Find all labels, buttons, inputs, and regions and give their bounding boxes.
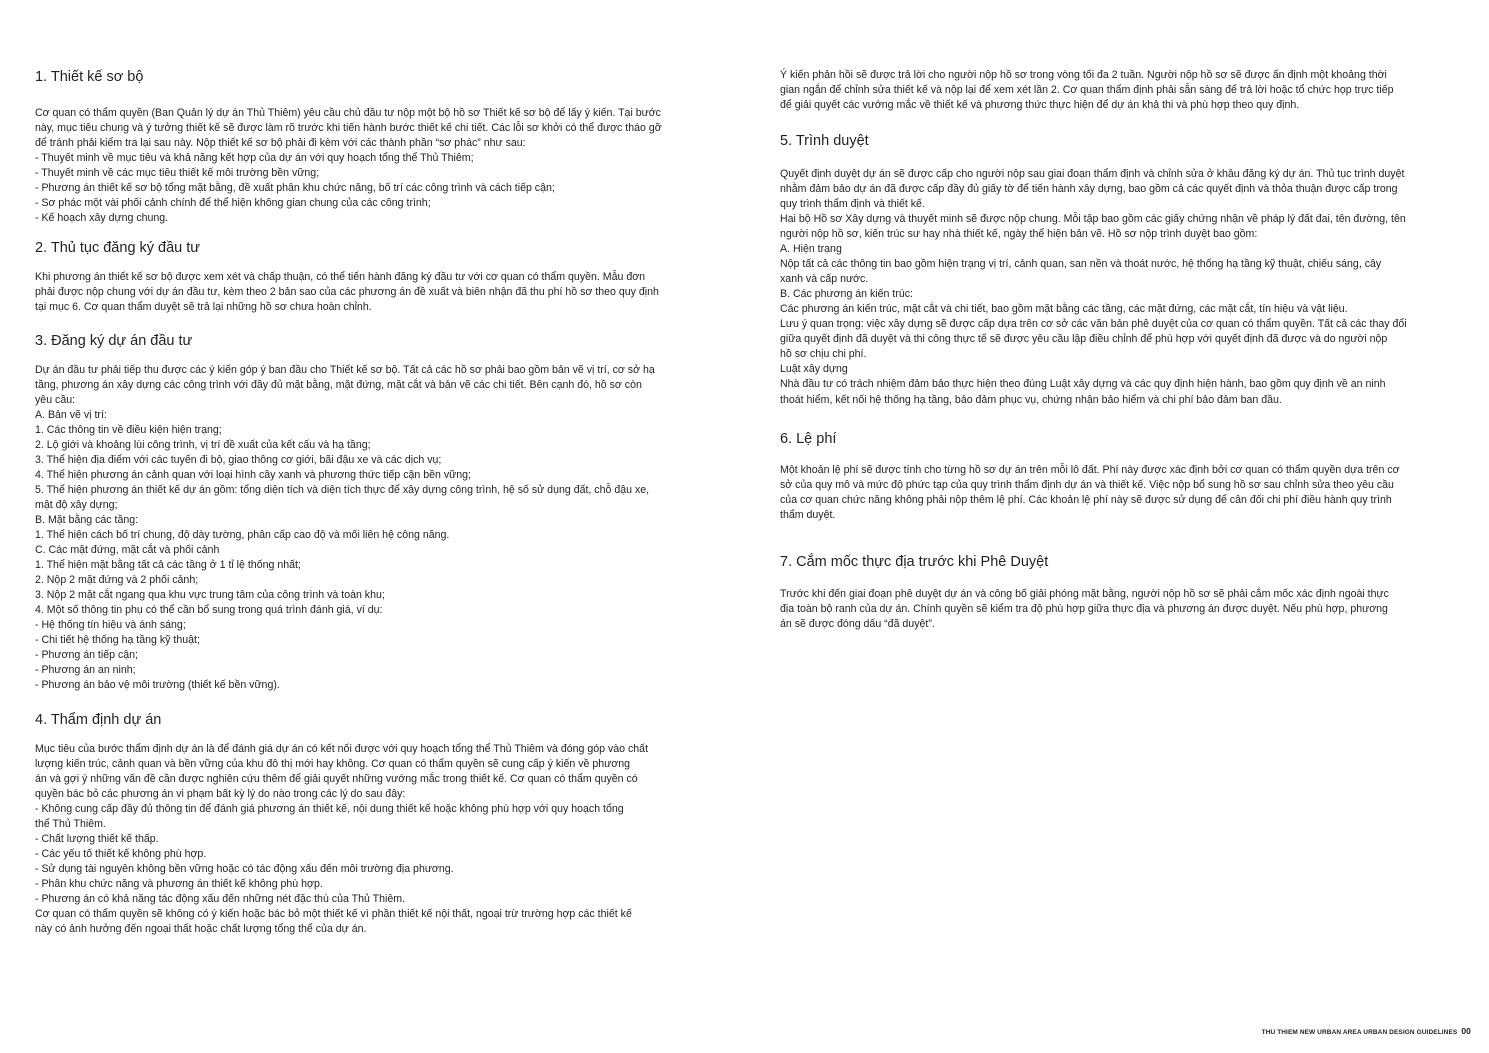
page-number: 00 <box>1461 1026 1471 1036</box>
text-line: - Thuyết minh về các mục tiêu thiết kế môi trường bền vững; <box>35 167 320 179</box>
text-line: quyền bác bỏ các phương án vi phạm bất kỳ lý do nào trong các lý do sau đây: <box>35 788 406 800</box>
footer-title: THU THIEM NEW URBAN AREA URBAN DESIGN GUIDELINES <box>1261 1029 1458 1036</box>
section-1 <box>35 68 720 226</box>
text-line: quy trình thẩm định và thiết kế. <box>780 198 925 210</box>
text-line: Hai bộ Hồ sơ Xây dựng và thuyết minh sẽ được nộp chung. Mỗi tập bao gồm các giấy chứng nhận về pháp lý đất đai, tên đường, tên <box>780 213 1406 225</box>
text-line: B. Các phương án kiến trúc: <box>780 288 913 300</box>
section-7 <box>780 553 1455 632</box>
section-4-continued <box>780 68 1455 113</box>
section-2-title: 2. Thủ tục đăng ký đầu tư <box>35 240 201 256</box>
text-line: - Các yếu tố thiết kế không phù hợp. <box>35 848 207 860</box>
text-line: 2. Lộ giới và khoảng lùi công trình, vị trí đề xuất của kết cấu và hạ tầng; <box>35 439 371 451</box>
text-line: hồ sơ chịu chi phí. <box>780 348 867 360</box>
text-line: Trước khi đến giai đoạn phê duyệt dự án và công bố giải phóng mặt bằng, người nộp hồ sơ sẽ phải cắm mốc xác định ngoài thực <box>780 588 1389 600</box>
text-line: địa toàn bộ ranh của dự án. Chính quyền sẽ kiểm tra độ phù hợp giữa thực địa và phương án được duyệt. Nếu phù hợp, phương <box>780 603 1388 615</box>
text-line: yêu cầu: <box>35 394 76 406</box>
section-5-title: 5. Trình duyệt <box>780 133 869 149</box>
text-line: nhằm đảm bảo dự án đã được cấp đầy đủ giấy tờ để tiến hành xây dựng, bao gồm cả các quyết định và thỏa thuận được cấp trong <box>780 183 1398 195</box>
text-line: 2. Nộp 2 mặt đứng và 2 phối cảnh; <box>35 574 199 586</box>
text-line: người nộp hồ sơ, kiến trúc sư hay nhà thiết kế, ngày thể hiện bản vẽ. Hồ sơ nộp trình duyệt bao gồm: <box>780 228 1258 240</box>
text-line: 1. Thể hiện mặt bằng tất cả các tầng ở 1 tỉ lệ thống nhất; <box>35 559 301 571</box>
text-line: lượng kiến trúc, cảnh quan và bền vững của khu đô thị mới hay không. Cơ quan có thẩm quyền sẽ cung cấp ý kiến về phương <box>35 758 630 770</box>
text-line: mật độ xây dựng; <box>35 499 118 511</box>
text-line: - Phương án tiếp cận; <box>35 649 138 661</box>
text-line: Các phương án kiến trúc, mặt cắt và chi tiết, bao gồm mặt bằng các tầng, các mặt đứng, các mặt cắt, tín hiệu và vật liệu. <box>780 303 1348 315</box>
text-line: xanh và cấp nước. <box>780 273 869 285</box>
text-line: - Phương án thiết kế sơ bộ tổng mặt bằng, đề xuất phân khu chức năng, bố trí các công trình và cách tiếp cận; <box>35 182 555 194</box>
text-line: - Sơ phác một vài phối cảnh chính để thể hiện không gian chung của các công trình; <box>35 197 431 209</box>
text-line: Lưu ý quan trọng: việc xây dựng sẽ được cấp dựa trên cơ sở các văn bản phê duyệt của cơ quan có thẩm quyền. Tất cả các thay đổi <box>780 318 1407 330</box>
text-line: giữa quyết định đã duyệt và thi công thực tế sẽ được yêu cầu lập điều chỉnh để phù hợp với quyết định đã được và do người nộp <box>780 333 1388 345</box>
text-line: phải được nộp chung với dự án đầu tư, kèm theo 2 bản sao của các phương án đề xuất và biên nhận đã thu phí hồ sơ theo quy định <box>35 286 659 298</box>
text-line: - Kế hoạch xây dựng chung. <box>35 212 169 224</box>
text-line: 4. Thể hiện phương án cảnh quan với loại hình cây xanh và phương thức tiếp cận bền vững; <box>35 469 471 481</box>
text-line: - Phân khu chức năng và phương án thiết kế không phù hợp. <box>35 878 323 890</box>
text-line: C. Các mặt đứng, mặt cắt và phối cảnh <box>35 544 220 556</box>
section-7-body <box>780 587 1455 632</box>
text-line: - Hệ thống tín hiệu và ánh sáng; <box>35 619 186 631</box>
text-line: để giải quyết các vướng mắc về thiết kế và phương thức thực hiện để dự án khả thi và phù hợp theo quy định. <box>780 99 1300 111</box>
text-line: của cơ quan chức năng không phải nộp thêm lệ phí. Các khoản lệ phí này sẽ được sử dụng để cân đối chi phí điều hành quy trình <box>780 494 1392 506</box>
text-line: 3. Thể hiện địa điểm với các tuyến đi bộ, giao thông cơ giới, bãi đậu xe và các dịch vụ; <box>35 454 442 466</box>
text-line: gian ngắn để chỉnh sửa thiết kế và nộp lại để xem xét lần 2. Cơ quan thẩm định phải sẵn sàng để trả lời hoặc tổ chức họp trực tiếp <box>780 84 1394 96</box>
section-3-title: 3. Đăng ký dự án đầu tư <box>35 333 193 349</box>
text-line: Mục tiêu của bước thẩm định dự án là để đánh giá dự án có kết nối được với quy hoạch tổng thể Thủ Thiêm và đóng góp vào chất <box>35 743 649 755</box>
text-line: - Phương án an ninh; <box>35 664 136 676</box>
text-line: 1. Các thông tin về điều kiện hiện trạng; <box>35 424 222 436</box>
text-line: thoát hiểm, kết nối hệ thống hạ tầng, bảo đảm phục vụ, chứng nhận bảo hiểm và chi phí bảo đảm ban đầu. <box>780 394 1282 406</box>
section-4-title: 4. Thẩm định dự án <box>35 712 162 728</box>
section-4-body <box>35 742 720 937</box>
section-5-body <box>780 167 1455 408</box>
text-line: - Không cung cấp đầy đủ thông tin để đánh giá phương án thiết kế, nội dung thiết kế hoặc không phù hợp với quy hoạch tổng <box>35 803 624 815</box>
text-line: Luật xây dựng <box>780 363 848 375</box>
text-line: án và gợi ý những vấn đề cần được nghiên cứu thêm để giải quyết những vướng mắc trong thiết kế. Cơ quan có thẩm quyền có <box>35 773 638 785</box>
section-2 <box>35 239 720 315</box>
text-line: 4. Một số thông tin phụ có thể cần bổ sung trong quá trình đánh giá, ví dụ: <box>35 604 383 616</box>
text-line: 5. Thể hiện phương án thiết kế dự án gồm: tổng diện tích và diện tích thực để xây dựng công trình, hệ số sử dụng đất, chỗ đậu xe, <box>35 484 650 496</box>
section-6-title: 6. Lệ phí <box>780 431 837 447</box>
text-line: - Phương án có khả năng tác động xấu đến những nét đặc thù của Thủ Thiêm. <box>35 893 405 905</box>
section-1-title: 1. Thiết kế sơ bộ <box>35 69 144 85</box>
text-line: này, mục tiêu chung và ý tưởng thiết kế sẽ được làm rõ trước khi tiến hành bước thiết kế chi tiết. Các lỗi sơ khởi có thể được tháo gỡ <box>35 122 662 134</box>
text-line: tại mục 6. Cơ quan thẩm duyệt sẽ trả lại những hồ sơ chưa hoàn chỉnh. <box>35 301 372 313</box>
text-line: sở của quy mô và mức độ phức tạp của quy trình thẩm định dự án và thiết kế. Việc nộp bổ sung hồ sơ sau chỉnh sửa theo yêu cầu <box>780 479 1394 491</box>
section-4 <box>35 711 720 937</box>
section-1-body <box>35 106 720 226</box>
page-footer <box>1262 1026 1471 1036</box>
section-4-continued-body <box>780 68 1455 113</box>
section-6 <box>780 430 1455 523</box>
section-6-body <box>780 463 1455 523</box>
text-line: - Chi tiết hệ thống hạ tầng kỹ thuật; <box>35 634 200 646</box>
text-line: Một khoản lệ phí sẽ được tính cho từng hồ sơ dự án trên mỗi lô đất. Phí này được xác định bởi cơ quan có thẩm quyền dựa trên cơ <box>780 464 1400 476</box>
text-line: Dự án đầu tư phải tiếp thu được các ý kiến góp ý ban đầu cho Thiết kế sơ bộ. Tất cả các hồ sơ phải bao gồm bản vẽ vị trí, cơ sở hạ <box>35 364 655 376</box>
text-line: tầng, phương án xây dựng các công trình với đầy đủ mặt bằng, mặt đứng, mặt cắt và bản vẽ các chi tiết. Bên cạnh đó, hồ sơ còn <box>35 379 642 391</box>
text-line: Nộp tất cả các thông tin bao gồm hiện trạng vị trí, cảnh quan, san nền và thoát nước, hệ thống hạ tầng kỹ thuật, chiếu sáng, cây <box>780 258 1382 270</box>
text-line: - Phương án bảo vệ môi trường (thiết kế bền vững). <box>35 679 280 691</box>
text-line: thẩm duyệt. <box>780 509 836 521</box>
text-line: Ý kiến phản hồi sẽ được trả lời cho người nộp hồ sơ trong vòng tối đa 2 tuần. Người nộp hồ sơ sẽ được ấn định một khoảng thời <box>780 69 1387 81</box>
text-line: - Chất lượng thiết kế thấp. <box>35 833 159 845</box>
text-line: A. Hiện trạng <box>780 243 842 255</box>
text-line: A. Bản vẽ vị trí: <box>35 409 107 421</box>
text-line: để tránh phải kiểm tra lại sau này. Nộp thiết kế sơ bộ phải đi kèm với các thành phần “sơ phác” như sau: <box>35 137 526 149</box>
text-line: Quyết định duyệt dự án sẽ được cấp cho người nộp sau giai đoạn thẩm định và chỉnh sửa ở khâu đăng ký dự án. Thủ tục trình duyệt <box>780 168 1405 180</box>
text-line: - Thuyết minh về mục tiêu và khả năng kết hợp của dự án với quy hoạch tổng thể Thủ Thiêm; <box>35 152 474 164</box>
text-line: Khi phương án thiết kế sơ bộ được xem xét và chấp thuận, có thể tiến hành đăng ký đầu tư với cơ quan có thẩm quyền. Mẫu đơn <box>35 271 646 283</box>
text-line: Nhà đầu tư có trách nhiệm đảm bảo thực hiện theo đúng Luật xây dựng và các quy định hiện hành, bao gồm quy định về an ninh <box>780 378 1386 390</box>
text-line: án sẽ được đóng dấu “đã duyệt”. <box>780 618 935 630</box>
text-line: B. Mặt bằng các tầng: <box>35 514 139 526</box>
text-line: Cơ quan có thẩm quyền sẽ không có ý kiến hoặc bác bỏ một thiết kế vì phần thiết kế nội thất, ngoại trừ trường hợp các thiết kế <box>35 908 632 920</box>
text-line: 1. Thể hiện cách bố trí chung, độ dày tường, phân cấp cao độ và mối liên hệ công năng. <box>35 529 450 541</box>
text-line: thể Thủ Thiêm. <box>35 818 106 830</box>
section-3-body <box>35 363 720 693</box>
section-7-title: 7. Cắm mốc thực địa trước khi Phê Duyệt <box>780 554 1049 570</box>
text-line: 3. Nộp 2 mặt cắt ngang qua khu vực trung tâm của công trình và toàn khu; <box>35 589 385 601</box>
section-2-body <box>35 270 720 315</box>
section-3 <box>35 332 720 693</box>
text-line: này có ảnh hưởng đến ngoại thất hoặc chất lượng tổng thể của dự án. <box>35 923 367 935</box>
text-line: - Sử dụng tài nguyên không bền vững hoặc có tác động xấu đến môi trường địa phương. <box>35 863 454 875</box>
text-line: Cơ quan có thẩm quyền (Ban Quản lý dự án Thủ Thiêm) yêu cầu chủ đầu tư nộp một bộ hồ sơ Thiết kế sơ bộ để lấy ý kiến. Tại bước <box>35 107 661 119</box>
section-5 <box>780 132 1455 408</box>
